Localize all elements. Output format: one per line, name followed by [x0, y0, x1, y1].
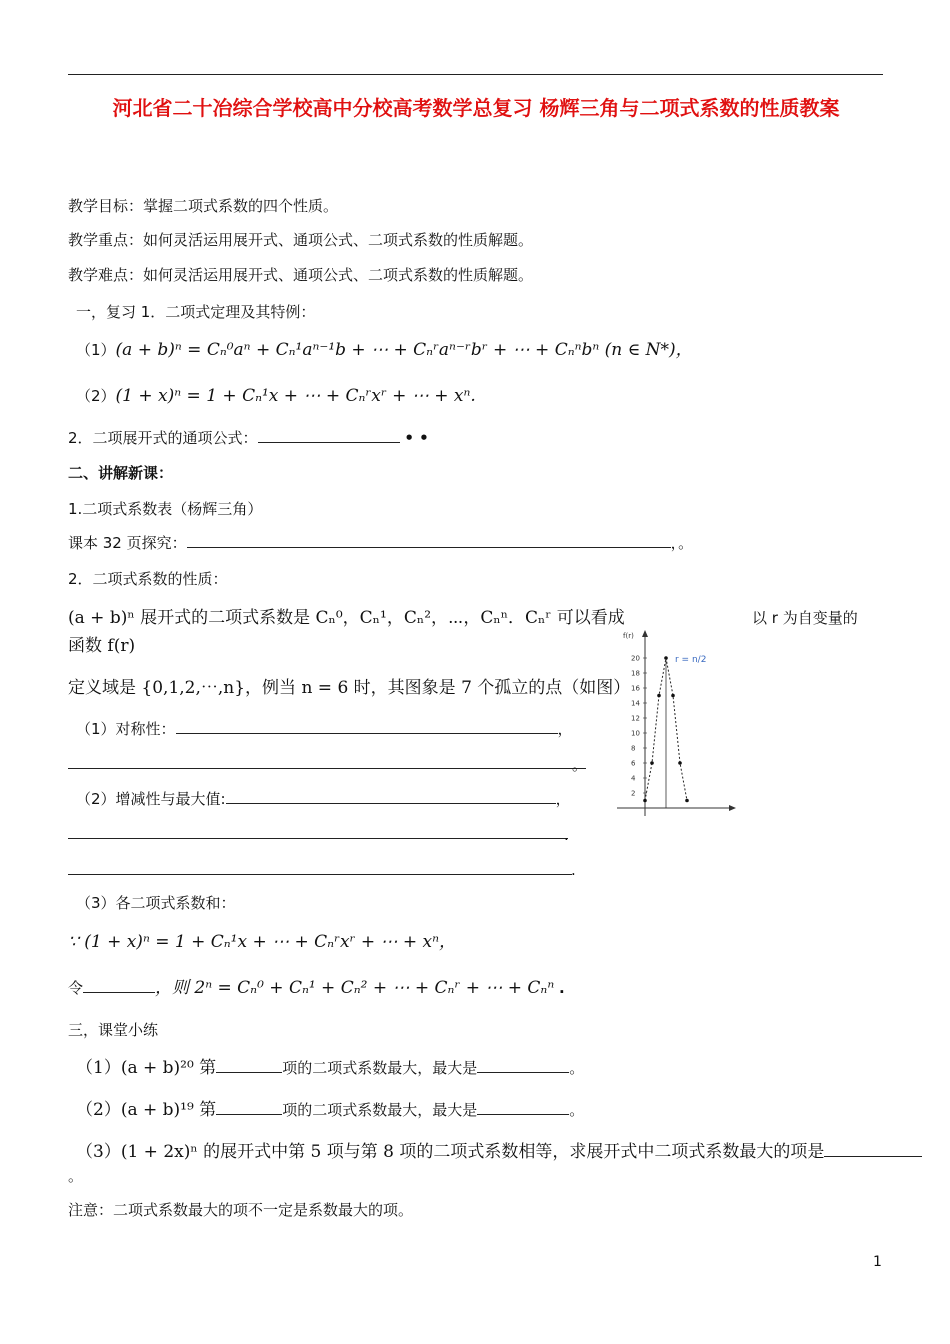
exercise-1-end: 。: [569, 1059, 585, 1077]
graph-y-tick-label: 12: [631, 714, 640, 723]
let-end: .: [559, 979, 565, 997]
exercise-2-end: 。: [569, 1101, 585, 1119]
exercise-1-blank-1[interactable]: [216, 1058, 282, 1073]
monotonic-dot-2: .: [571, 861, 576, 879]
graph-point-r3: [664, 656, 668, 660]
textbook-end: ，。: [670, 534, 694, 552]
graph-point-r1: [650, 761, 654, 765]
exercise-3-blank[interactable]: [824, 1142, 922, 1157]
monotonic-label: （2）增减性与最大值:: [76, 790, 226, 808]
yanghui-table-heading: 1.二项式系数表（杨辉三角）: [68, 500, 263, 518]
monotonic-blank-1[interactable]: [226, 789, 556, 804]
exercise-1-b: 项的二项式系数最大，最大是: [282, 1059, 478, 1077]
let-prefix: 令: [68, 979, 84, 997]
sum-formula: ∵ (1 + x)ⁿ = 1 + Cₙ¹x + ⋯ + Cₙʳxʳ + ⋯ + xⁿ，: [68, 932, 457, 952]
symmetry-line: （1）对称性： ，: [76, 720, 573, 738]
formula-2: [76, 386, 476, 406]
general-term-blank[interactable]: [258, 428, 400, 443]
prop-text-1: [68, 608, 625, 628]
formula-1-label: （1）: [76, 341, 116, 359]
graph-y-tick-label: 10: [631, 729, 640, 738]
teaching-goal: 教学目标：掌握二项式系数的四个性质。: [68, 197, 339, 215]
exercise-1: [76, 1058, 584, 1078]
graph-point-r0: [643, 799, 647, 803]
prop-text-2: [68, 636, 135, 656]
page-title: 河北省二十冶综合学校高中分校高考数学总复习 杨辉三角与二项式系数的性质教案: [112, 96, 840, 120]
let-line: [68, 978, 565, 998]
graph-y-label: f(r): [623, 632, 634, 640]
formula-2-text: (1 + x)ⁿ = 1 + Cₙ¹x + ⋯ + Cₙʳxʳ + ⋯ + xⁿ.: [115, 386, 476, 406]
let-blank[interactable]: [83, 978, 155, 993]
header-rule: [68, 74, 883, 75]
domain-text: 定义域是 {0,1,2,⋯,n}，例当 n = 6 时，其图象是 7 个孤立的点（如图）: [68, 678, 631, 698]
formula-1-text: (a + b)ⁿ = Cₙ⁰aⁿ + Cₙ¹aⁿ⁻¹b + ⋯ + Cₙʳaⁿ⁻ʳbʳ + ⋯ + Cₙⁿbⁿ (n ∈ N*)，: [115, 340, 693, 360]
textbook-blank[interactable]: [187, 533, 671, 548]
sum-heading: （3）各二项式系数和：: [76, 894, 236, 912]
graph-y-tick-label: 16: [631, 684, 640, 693]
graph-y-tick-label: 18: [631, 669, 640, 678]
graph-y-tick-label: 20: [631, 654, 640, 663]
section-2-heading: 二、讲解新课：: [68, 464, 174, 482]
graph-y-tick-label: 14: [631, 699, 640, 708]
general-term-line: [68, 428, 429, 448]
graph-y-arrow: [642, 630, 648, 637]
textbook-line: [68, 533, 693, 553]
section-3-heading: 三，课堂小练: [68, 1021, 159, 1039]
monotonic-dot-1: .: [564, 826, 569, 844]
general-term-dots: • •: [404, 429, 429, 447]
graph-y-tick-label: 4: [631, 774, 636, 783]
monotonic-line: （2）增减性与最大值: ，: [76, 790, 571, 808]
exercise-2-blank-2[interactable]: [477, 1100, 569, 1115]
symmetry-label: （1）对称性：: [76, 720, 176, 738]
exercise-1-a: （1）(a + b)²⁰ 第: [76, 1058, 217, 1078]
formula-1: [76, 340, 693, 360]
sum-formula-line: [68, 932, 456, 952]
properties-heading: 2．二项式系数的性质：: [68, 570, 228, 588]
graph-y-tick-label: 8: [631, 744, 636, 753]
prop-text-2-body: 函数 f(r): [68, 636, 136, 656]
exercise-2-b: 项的二项式系数最大，最大是: [282, 1101, 478, 1119]
symmetry-end: 。: [572, 756, 588, 774]
exercise-2-blank-1[interactable]: [216, 1100, 282, 1115]
prop-text-1-right: 以 r 为自变量的: [752, 609, 858, 627]
exercise-1-blank-2[interactable]: [477, 1058, 569, 1073]
domain-line: [68, 678, 630, 698]
textbook-label: 课本 32 页探究：: [68, 534, 187, 552]
binomial-coefficient-graph: [615, 628, 737, 820]
exercise-3-text: （3）(1 + 2x)ⁿ 的展开式中第 5 项与第 8 项的二项式系数相等，求展开式中二项式系数最大的项是: [76, 1142, 825, 1162]
teaching-difficulty: 教学难点：如何灵活运用展开式、通项公式、二项式系数的性质解题。: [68, 266, 534, 284]
graph-point-r4: [671, 694, 675, 698]
graph-point-r5: [678, 761, 682, 765]
review-heading: 一，复习 1．二项式定理及其特例：: [76, 303, 316, 321]
symmetry-blank-1[interactable]: [176, 719, 558, 734]
exercise-2: [76, 1100, 584, 1120]
prop-text-1-body: (a + b)ⁿ 展开式的二项式系数是 Cₙ⁰，Cₙ¹，Cₙ²，⋯，Cₙⁿ．Cₙʳ 可以看成: [68, 608, 625, 628]
graph-point-r6: [685, 799, 689, 803]
general-term-label: 2．二项展开式的通项公式：: [68, 429, 258, 447]
graph-y-tick-label: 2: [631, 789, 636, 798]
graph-x-arrow: [729, 805, 736, 811]
monotonic-blank-2[interactable]: [68, 838, 568, 839]
graph-point-r2: [657, 694, 661, 698]
graph-y-tick-label: 6: [631, 759, 636, 768]
exercise-2-a: （2）(a + b)¹⁹ 第: [76, 1100, 217, 1120]
let-formula: ，则 2ⁿ = Cₙ⁰ + Cₙ¹ + Cₙ² + ⋯ + Cₙʳ + ⋯ + Cₙⁿ: [155, 978, 555, 998]
graph-annotation: r = n/2: [675, 655, 707, 665]
note-line: 注意：二项式系数最大的项不一定是系数最大的项。: [68, 1201, 414, 1219]
teaching-key-point: 教学重点：如何灵活运用展开式、通项公式、二项式系数的性质解题。: [68, 231, 534, 249]
exercise-3-end: 。: [68, 1167, 84, 1185]
page-number: 1: [873, 1254, 882, 1270]
symmetry-blank-2[interactable]: [68, 768, 586, 769]
graph-guides: [645, 658, 687, 808]
formula-2-label: （2）: [76, 387, 116, 405]
exercise-3: [76, 1142, 922, 1162]
monotonic-blank-3[interactable]: [68, 874, 572, 875]
